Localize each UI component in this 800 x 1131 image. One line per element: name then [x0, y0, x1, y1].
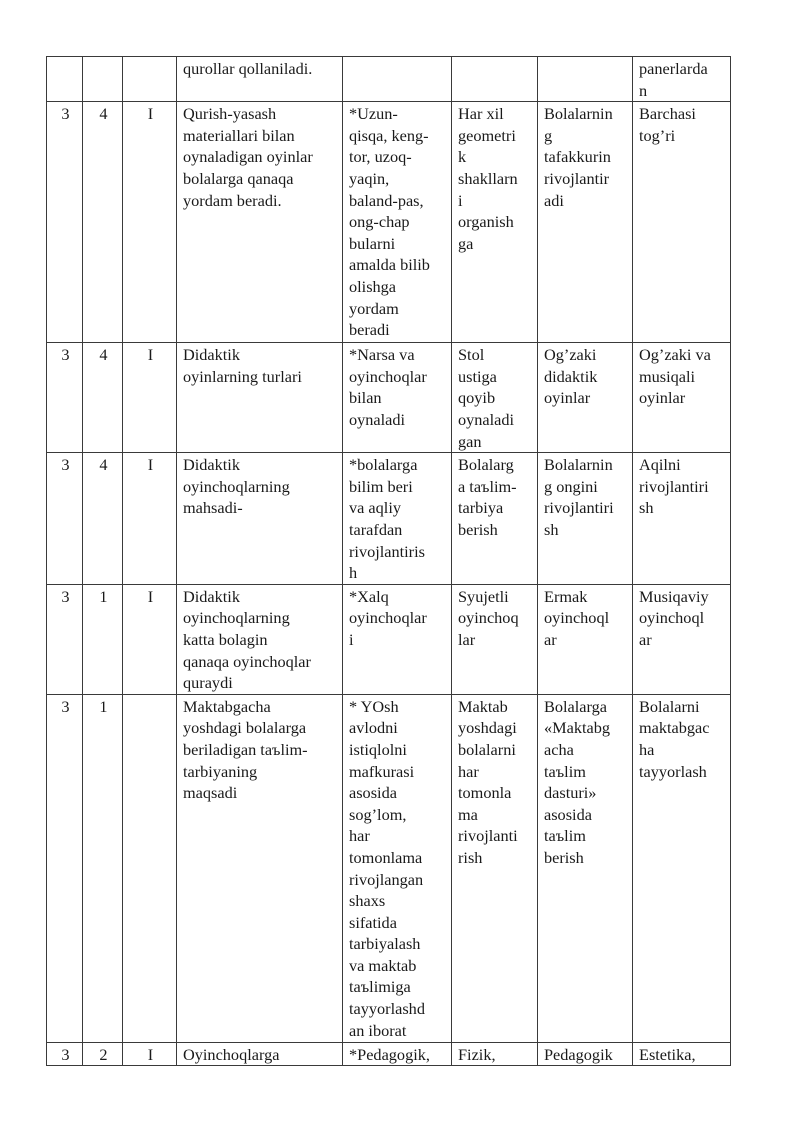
cell-col1: [47, 584, 83, 694]
cell-col1: [47, 57, 83, 102]
question-text: Didaktik oyinchoqlarning mahsadi-: [183, 455, 290, 518]
cell-col3: [123, 694, 177, 1042]
cell-answer-d: [633, 584, 731, 694]
cell-text: 3: [61, 104, 70, 124]
cell-col2: [83, 57, 123, 102]
answer-text: Pedagogik: [544, 1044, 613, 1064]
cell-answer-d: [633, 102, 731, 343]
cell-answer-c: [538, 102, 633, 343]
question-text: qurollar qollaniladi.: [183, 59, 313, 78]
cell-answer-correct: [343, 57, 452, 102]
answer-text: Estetika,: [639, 1044, 696, 1064]
cell-col2: [83, 1042, 123, 1066]
cell-answer-b: [452, 57, 538, 102]
cell-col3: [123, 343, 177, 453]
cell-text: I: [147, 455, 154, 475]
cell-text: I: [147, 345, 154, 365]
cell-col2: [83, 102, 123, 343]
answer-text: Bolalarga «Maktabg acha taъlim dasturi» asosida taъlim berish: [544, 696, 611, 867]
cell-col1: [47, 102, 83, 343]
cell-answer-b: [452, 453, 538, 585]
cell-text: 3: [61, 696, 70, 716]
table-row: [47, 1042, 731, 1066]
question-text: Qurish-yasash materiallari bilan oynaladigan oyinlar bolalarga qanaqa yordam beradi.: [183, 104, 313, 210]
answer-text: Bolalarnin g ongini rivojlantiri sh: [544, 455, 614, 539]
cell-answer-c: [538, 343, 633, 453]
cell-text: 4: [99, 104, 108, 124]
cell-col1: [47, 694, 83, 1042]
cell-text: I: [147, 104, 154, 124]
answer-text: *Xalq oyinchoqlar i: [349, 586, 427, 649]
question-text: Didaktik oyinchoqlarning katta bolagin qanaqa oyinchoqlar quraydi: [183, 586, 311, 693]
table-row: [47, 694, 731, 1042]
cell-question: [177, 57, 343, 102]
cell-col2: [83, 343, 123, 453]
answer-text: panerlarda n: [639, 59, 708, 100]
cell-answer-correct: [343, 343, 452, 453]
cell-text: 2: [99, 1044, 108, 1064]
cell-answer-c: [538, 57, 633, 102]
cell-question: [177, 102, 343, 343]
cell-col3: [123, 102, 177, 343]
cell-text: 3: [61, 586, 70, 606]
table-row: [47, 102, 731, 343]
cell-col3: [123, 453, 177, 585]
cell-answer-d: [633, 453, 731, 585]
answer-text: Og’zaki didaktik oyinlar: [544, 345, 598, 408]
answer-text: Og’zaki va musiqali oyinlar: [639, 345, 711, 408]
cell-answer-b: [452, 102, 538, 343]
cell-col1: [47, 1042, 83, 1066]
cell-text: 3: [61, 1044, 70, 1064]
cell-text: 4: [99, 345, 108, 365]
cell-answer-c: [538, 694, 633, 1042]
cell-col2: [83, 453, 123, 585]
cell-text: I: [147, 586, 154, 606]
cell-answer-d: [633, 343, 731, 453]
question-text: Didaktik oyinlarning turlari: [183, 345, 302, 386]
answer-text: Maktab yoshdagi bolalarni har tomonla ma rivojlanti rish: [458, 696, 518, 867]
cell-col3: [123, 1042, 177, 1066]
cell-text: 3: [61, 455, 70, 475]
cell-col3: [123, 57, 177, 102]
cell-col3: [123, 584, 177, 694]
cell-answer-b: [452, 343, 538, 453]
cell-text: 4: [99, 455, 108, 475]
cell-answer-d: [633, 57, 731, 102]
cell-question: [177, 343, 343, 453]
cell-question: [177, 453, 343, 585]
cell-answer-b: [452, 584, 538, 694]
table-row: [47, 343, 731, 453]
answer-text: Ermak oyinchoql ar: [544, 586, 610, 649]
answer-text: *Narsa va oyinchoqlar bilan oynaladi: [349, 345, 427, 429]
answer-text: Barchasi tog’ri: [639, 104, 696, 145]
cell-text: I: [147, 1044, 154, 1064]
cell-answer-d: [633, 694, 731, 1042]
cell-answer-c: [538, 453, 633, 585]
cell-answer-correct: [343, 102, 452, 343]
answer-text: Aqilni rivojlantiri sh: [639, 455, 709, 518]
cell-answer-d: [633, 1042, 731, 1066]
cell-text: 3: [61, 345, 70, 365]
answer-text: * YOsh avlodni istiqlolni mafkurasi asosida sog’lom, har tomonlama rivojlangan shaxs sifatida tarbiyalash va maktab taъlimiga tayyorlashd an iborat: [349, 696, 425, 1040]
cell-col1: [47, 343, 83, 453]
question-text: Oyinchoqlarga: [183, 1044, 280, 1064]
cell-answer-correct: [343, 453, 452, 585]
table-row: [47, 584, 731, 694]
cell-text: 1: [99, 696, 108, 716]
answer-text: Syujetli oyinchoq lar: [458, 586, 519, 649]
answer-text: Har xil geometri k shakllarn i organish ga: [458, 104, 518, 253]
answer-text: Fizik,: [458, 1044, 496, 1064]
cell-question: [177, 1042, 343, 1066]
cell-question: [177, 694, 343, 1042]
table-row: [47, 57, 731, 102]
cell-answer-c: [538, 584, 633, 694]
answer-text: Stol ustiga qoyib oynaladi gan: [458, 345, 515, 451]
answer-text: Bolalarni maktabgac ha tayyorlash: [639, 696, 710, 781]
answer-text: Musiqaviy oyinchoql ar: [639, 586, 709, 649]
question-text: Maktabgacha yoshdagi bolalarga beriladigan taъlim- tarbiyaning maqsadi: [183, 696, 308, 803]
cell-text: 1: [99, 586, 108, 606]
cell-answer-correct: [343, 1042, 452, 1066]
answer-text: *Uzun- qisqa, keng- tor, uzoq- yaqin, baland-pas, ong-chap bularni amalda bilib olishga yordam beradi: [349, 104, 430, 340]
cell-col1: [47, 453, 83, 585]
answer-text: *bolalarga bilim beri va aqliy tarafdan rivojlantiris h: [349, 455, 425, 583]
answer-text: Bolalarg a taъlim- tarbiya berish: [458, 455, 517, 539]
cell-question: [177, 584, 343, 694]
cell-answer-correct: [343, 584, 452, 694]
answer-text: Bolalarnin g tafakkurin rivojlantir adi: [544, 104, 613, 210]
cell-answer-correct: [343, 694, 452, 1042]
answer-text: *Pedagogik,: [349, 1044, 430, 1064]
table-row: [47, 453, 731, 585]
cell-answer-b: [452, 1042, 538, 1066]
cell-answer-b: [452, 694, 538, 1042]
test-questions-table: [46, 56, 731, 1066]
cell-col2: [83, 694, 123, 1042]
cell-col2: [83, 584, 123, 694]
cell-answer-c: [538, 1042, 633, 1066]
